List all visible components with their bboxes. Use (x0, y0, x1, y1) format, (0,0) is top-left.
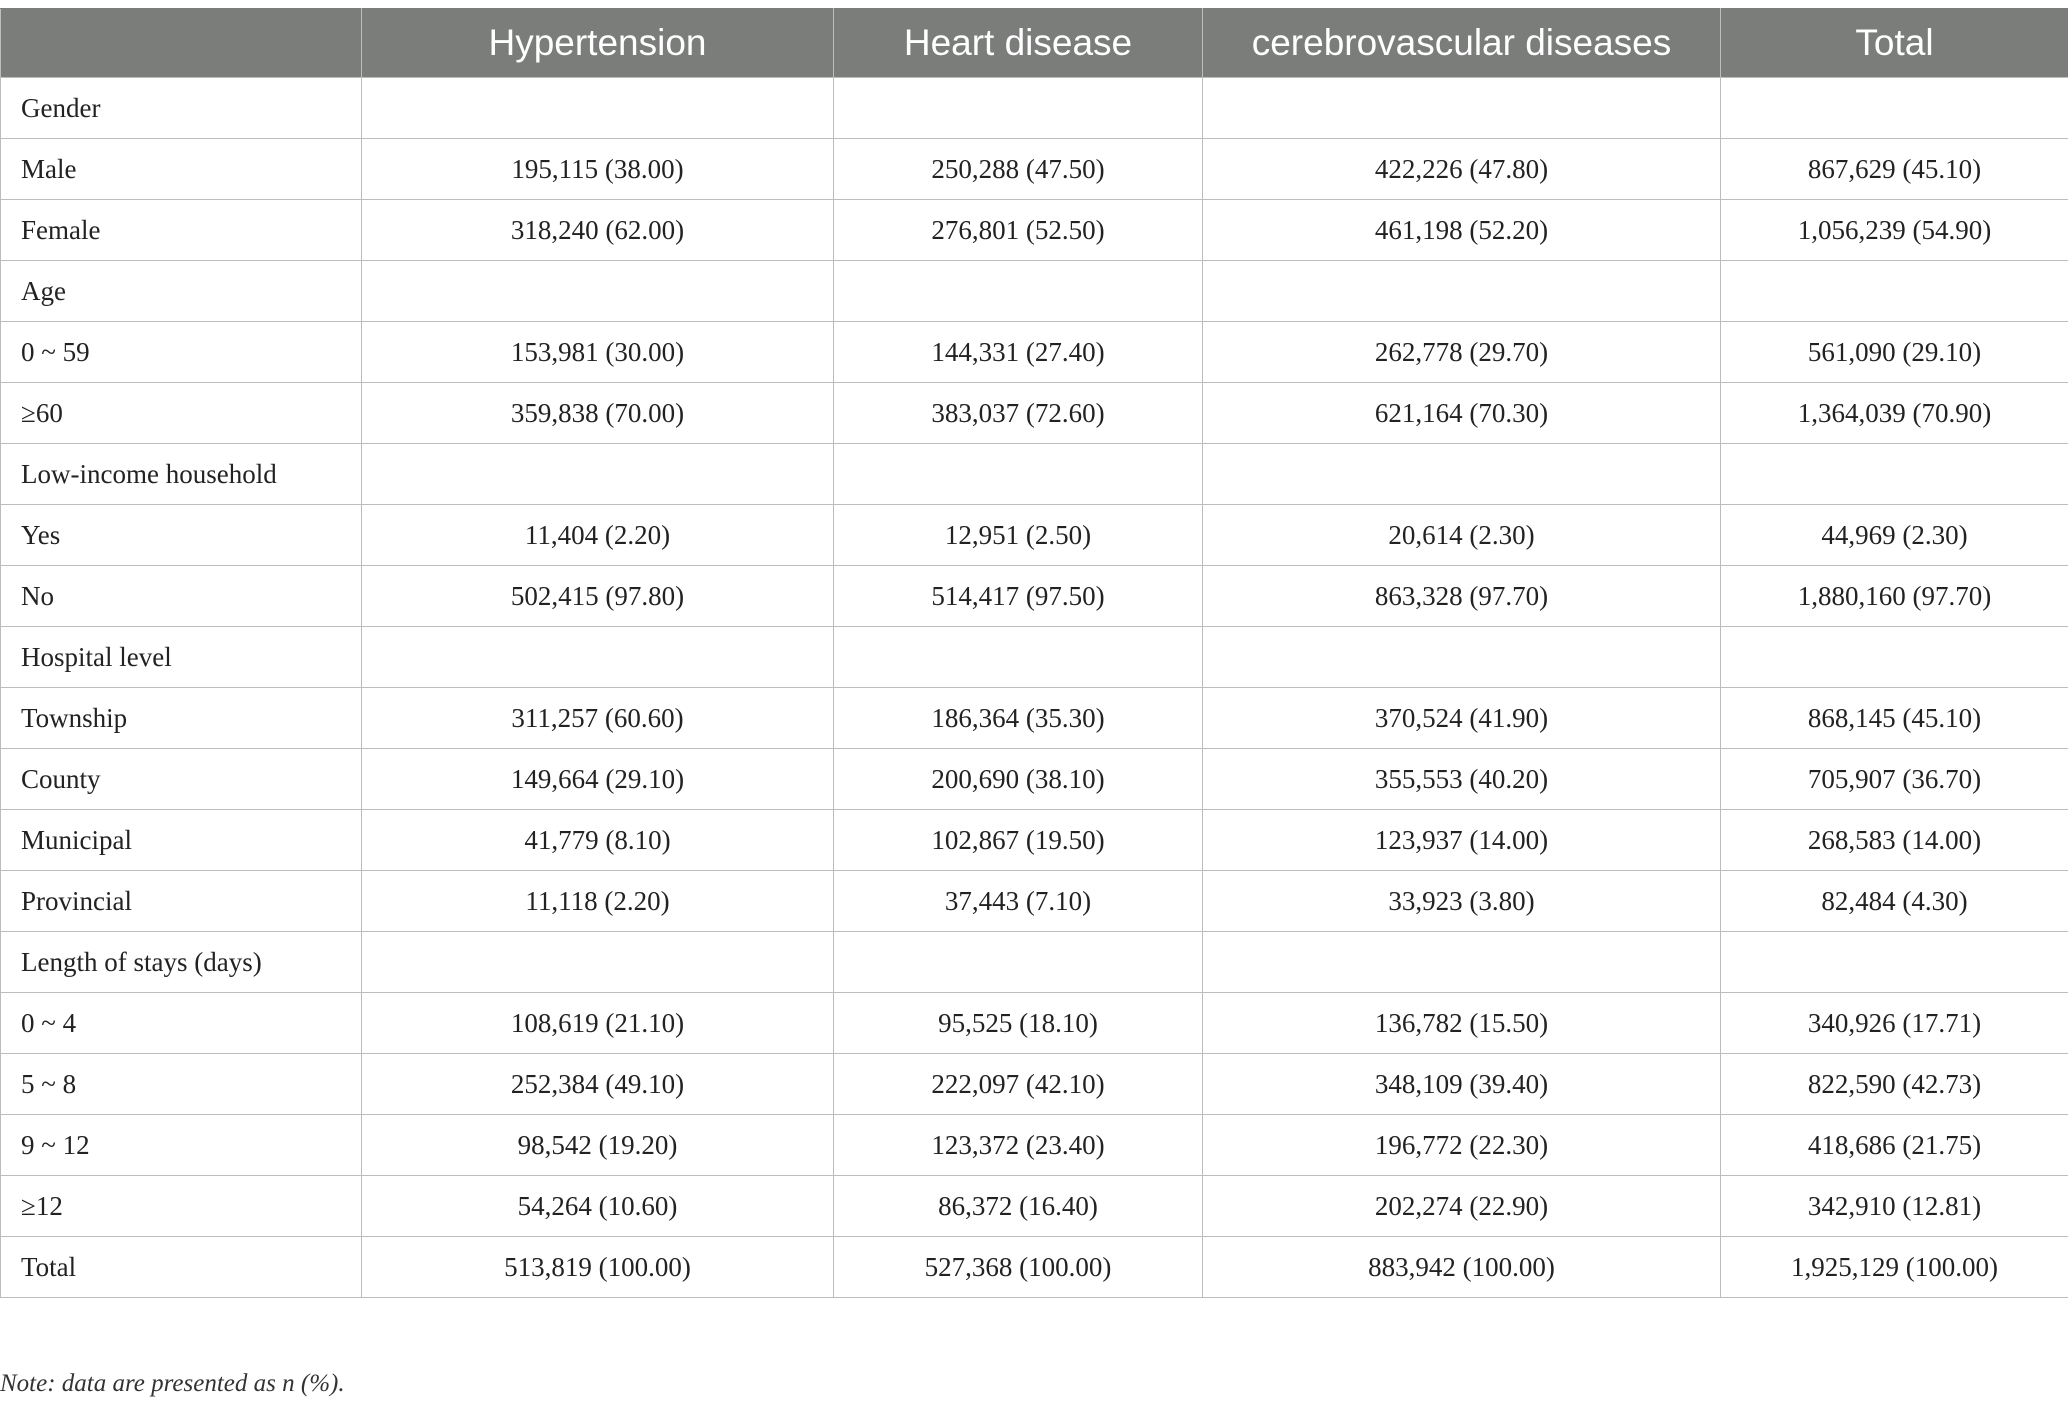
table-row (1, 505, 2068, 566)
table-cell: 149,664 (29.10) (362, 749, 834, 810)
table-cell: 153,981 (30.00) (362, 322, 834, 383)
row-label: Yes (1, 505, 362, 566)
table-cell (1721, 627, 2068, 688)
table-cell: 268,583 (14.00) (1721, 810, 2068, 871)
table-cell: 340,926 (17.71) (1721, 993, 2068, 1054)
row-label: 0 ~ 4 (1, 993, 362, 1054)
row-label: 5 ~ 8 (1, 1054, 362, 1115)
table-row (1, 322, 2068, 383)
table-cell (362, 261, 834, 322)
table-cell (362, 627, 834, 688)
row-label: Low-income household (1, 444, 362, 505)
table-row (1, 200, 2068, 261)
table-cell: 37,443 (7.10) (834, 871, 1203, 932)
header-cell-label (1, 9, 362, 78)
table-cell: 195,115 (38.00) (362, 139, 834, 200)
table-cell: 82,484 (4.30) (1721, 871, 2068, 932)
table-cell: 621,164 (70.30) (1203, 383, 1721, 444)
table-cell (1203, 627, 1721, 688)
row-label: 9 ~ 12 (1, 1115, 362, 1176)
header-row (1, 9, 2068, 78)
row-label: Length of stays (days) (1, 932, 362, 993)
row-label: Total (1, 1237, 362, 1298)
row-label: ≥12 (1, 1176, 362, 1237)
table-cell: 502,415 (97.80) (362, 566, 834, 627)
table-cell: 422,226 (47.80) (1203, 139, 1721, 200)
table-cell: 186,364 (35.30) (834, 688, 1203, 749)
table-row (1, 688, 2068, 749)
table-cell: 250,288 (47.50) (834, 139, 1203, 200)
header-cell-heart-disease: Heart disease (834, 9, 1203, 78)
table-cell: 355,553 (40.20) (1203, 749, 1721, 810)
row-label: 0 ~ 59 (1, 322, 362, 383)
table-cell: 705,907 (36.70) (1721, 749, 2068, 810)
table-cell (834, 261, 1203, 322)
table-row (1, 78, 2068, 139)
table-cell: 95,525 (18.10) (834, 993, 1203, 1054)
table-cell: 123,937 (14.00) (1203, 810, 1721, 871)
table-row (1, 1054, 2068, 1115)
table-row (1, 261, 2068, 322)
table-cell: 311,257 (60.60) (362, 688, 834, 749)
table-row (1, 749, 2068, 810)
table-cell: 196,772 (22.30) (1203, 1115, 1721, 1176)
table-cell: 276,801 (52.50) (834, 200, 1203, 261)
table-cell (834, 932, 1203, 993)
table-cell: 108,619 (21.10) (362, 993, 834, 1054)
table-cell (1203, 78, 1721, 139)
row-label: ≥60 (1, 383, 362, 444)
table-cell: 222,097 (42.10) (834, 1054, 1203, 1115)
header-cell-cerebrovascular: cerebrovascular diseases (1203, 9, 1721, 78)
table-cell (1721, 261, 2068, 322)
table-row (1, 810, 2068, 871)
row-label: Hospital level (1, 627, 362, 688)
table-cell: 144,331 (27.40) (834, 322, 1203, 383)
table-cell: 123,372 (23.40) (834, 1115, 1203, 1176)
table-cell (834, 444, 1203, 505)
table-cell: 202,274 (22.90) (1203, 1176, 1721, 1237)
table-row (1, 566, 2068, 627)
table-cell (362, 932, 834, 993)
table-row (1, 993, 2068, 1054)
table-header (1, 9, 2068, 78)
table-cell (1721, 932, 2068, 993)
row-label: Provincial (1, 871, 362, 932)
table-cell: 136,782 (15.50) (1203, 993, 1721, 1054)
table-cell: 102,867 (19.50) (834, 810, 1203, 871)
table-row (1, 627, 2068, 688)
table-row-total (1, 1237, 2068, 1298)
table-cell: 33,923 (3.80) (1203, 871, 1721, 932)
table-row (1, 444, 2068, 505)
row-label: Municipal (1, 810, 362, 871)
table-row (1, 932, 2068, 993)
row-label: County (1, 749, 362, 810)
table-cell: 527,368 (100.00) (834, 1237, 1203, 1298)
table-cell (834, 78, 1203, 139)
row-label: Gender (1, 78, 362, 139)
table-cell: 883,942 (100.00) (1203, 1237, 1721, 1298)
table-cell: 348,109 (39.40) (1203, 1054, 1721, 1115)
table-cell: 1,056,239 (54.90) (1721, 200, 2068, 261)
table-cell: 252,384 (49.10) (362, 1054, 834, 1115)
table-cell: 867,629 (45.10) (1721, 139, 2068, 200)
table-cell: 863,328 (97.70) (1203, 566, 1721, 627)
table-cell: 318,240 (62.00) (362, 200, 834, 261)
table-cell: 12,951 (2.50) (834, 505, 1203, 566)
table-cell: 461,198 (52.20) (1203, 200, 1721, 261)
table-cell: 513,819 (100.00) (362, 1237, 834, 1298)
table-cell: 41,779 (8.10) (362, 810, 834, 871)
table-row (1, 383, 2068, 444)
table-row (1, 871, 2068, 932)
header-cell-total: Total (1721, 9, 2068, 78)
table-cell (1203, 444, 1721, 505)
table-cell: 11,404 (2.20) (362, 505, 834, 566)
table-cell (834, 627, 1203, 688)
table-cell: 262,778 (29.70) (1203, 322, 1721, 383)
table-cell: 822,590 (42.73) (1721, 1054, 2068, 1115)
table-cell: 383,037 (72.60) (834, 383, 1203, 444)
row-label: No (1, 566, 362, 627)
header-cell-hypertension: Hypertension (362, 9, 834, 78)
table-cell (1721, 78, 2068, 139)
table-cell (1203, 932, 1721, 993)
table-cell: 44,969 (2.30) (1721, 505, 2068, 566)
table-cell: 1,364,039 (70.90) (1721, 383, 2068, 444)
table-cell (1721, 444, 2068, 505)
table-cell: 20,614 (2.30) (1203, 505, 1721, 566)
table-row (1, 139, 2068, 200)
data-table-container (0, 8, 2068, 1298)
table-cell: 11,118 (2.20) (362, 871, 834, 932)
table-body (1, 78, 2068, 1298)
table-cell (1203, 261, 1721, 322)
table-footnote: Note: data are presented as n (%). (0, 1370, 345, 1397)
table-cell: 342,910 (12.81) (1721, 1176, 2068, 1237)
table-cell (362, 444, 834, 505)
table-cell: 1,925,129 (100.00) (1721, 1237, 2068, 1298)
table-cell: 200,690 (38.10) (834, 749, 1203, 810)
table-cell: 514,417 (97.50) (834, 566, 1203, 627)
row-label: Age (1, 261, 362, 322)
table-cell: 868,145 (45.10) (1721, 688, 2068, 749)
row-label: Township (1, 688, 362, 749)
table-cell: 370,524 (41.90) (1203, 688, 1721, 749)
table-cell: 418,686 (21.75) (1721, 1115, 2068, 1176)
table-cell (362, 78, 834, 139)
data-table (0, 8, 2068, 1298)
table-cell: 86,372 (16.40) (834, 1176, 1203, 1237)
table-row (1, 1115, 2068, 1176)
table-cell: 359,838 (70.00) (362, 383, 834, 444)
table-cell: 54,264 (10.60) (362, 1176, 834, 1237)
table-cell: 561,090 (29.10) (1721, 322, 2068, 383)
table-cell: 1,880,160 (97.70) (1721, 566, 2068, 627)
row-label: Male (1, 139, 362, 200)
table-row (1, 1176, 2068, 1237)
row-label: Female (1, 200, 362, 261)
table-cell: 98,542 (19.20) (362, 1115, 834, 1176)
